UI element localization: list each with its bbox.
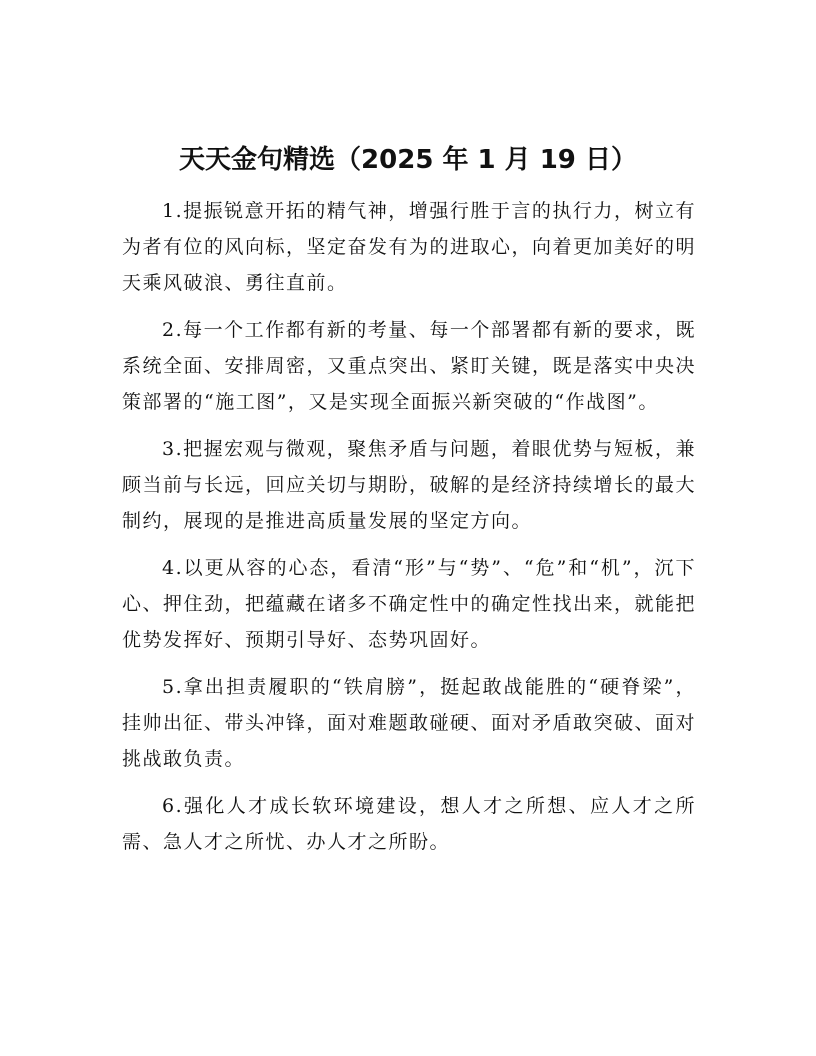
paragraph-2: 2.每一个工作都有新的考量、每一个部署都有新的要求，既系统全面、安排周密，又重点突出、紧盯关键，既是落实中央决策部署的“施工图”，又是实现全面振兴新突破的“作战图”。 — [122, 319, 697, 413]
paragraph-4: 4.以更从容的心态，看清“形”与“势”、“危”和“机”，沉下心、押住劲，把蕴藏在诸多不确定性中的确定性找出来，就能把优势发挥好、预期引导好、态势巩固好。 — [122, 557, 697, 651]
paragraph-3: 3.把握宏观与微观，聚焦矛盾与问题，着眼优势与短板，兼顾当前与长远，回应关切与期盼，破解的是经济持续增长的最大制约，展现的是推进高质量发展的坚定方向。 — [122, 438, 697, 532]
paragraph-6: 6.强化人才成长软环境建设，想人才之所想、应人才之所需、急人才之所忧、办人才之所盼。 — [122, 795, 696, 853]
document-title: 天天金句精选（2025 年 1 月 19 日） — [179, 145, 637, 175]
paragraph-5: 5.拿出担责履职的“铁肩膀”，挺起敢战能胜的“硬脊梁”，挂帅出征、带头冲锋，面对难题敢碰硬、面对矛盾敢突破、面对挑战敢负责。 — [122, 676, 697, 770]
document-body — [122, 193, 696, 871]
paragraph-1: 1.提振锐意开拓的精气神，增强行胜于言的执行力，树立有为者有位的风向标，坚定奋发有为的进取心，向着更加美好的明天乘风破浪、勇往直前。 — [122, 200, 697, 294]
